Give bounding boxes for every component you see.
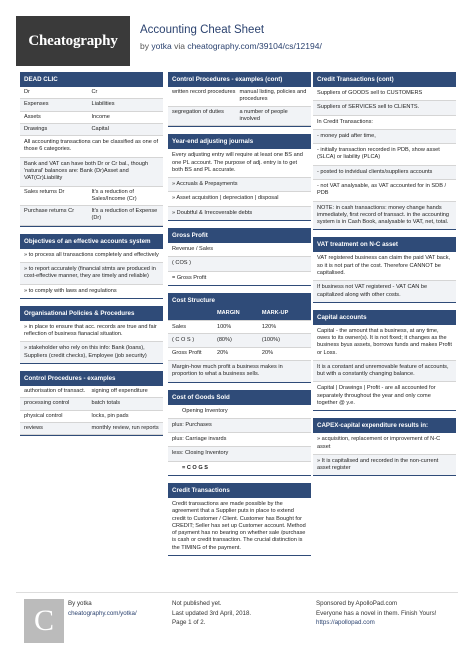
section-title: VAT treatment on N-C asset	[313, 237, 456, 252]
column-2	[168, 72, 311, 563]
list-item: - not VAT analysable, as VAT accounted for in SDB / PDB	[313, 180, 456, 202]
table-cell: It's a reduction of Sales/Income (Cr)	[91, 188, 137, 202]
list-item: » Asset acquisition | depreciation | disposal	[168, 192, 311, 206]
section-title: Cost Structure	[168, 293, 311, 308]
list-item: » Doubtful & Irrecoverable debts	[168, 207, 311, 220]
list-item: less: Closing Inventory	[168, 447, 311, 461]
section-capital-accounts	[313, 310, 456, 412]
section-title: Year-end adjusting journals	[168, 134, 311, 149]
table-cell: written record procedures	[172, 89, 236, 96]
section-title: Objectives of an effective accounts system	[20, 234, 163, 249]
table-cell: (80%)	[216, 336, 232, 343]
page-title: Accounting Cheat Sheet	[140, 24, 265, 36]
table-cell: reviews	[24, 424, 43, 431]
list-item: = Gross Profit	[168, 272, 311, 285]
author-link[interactable]: yotka	[151, 41, 172, 51]
by-label: by	[140, 41, 149, 51]
table-cell: manual listing, policies and procedures	[239, 89, 307, 103]
cheatography-logo[interactable]: Cheatography	[16, 16, 130, 66]
table-cell: Liabilities	[91, 101, 115, 108]
list-item: » to report accurately (financial stmts are produced in cost-effective manner, they are timely and reliable)	[20, 263, 163, 285]
table-cell: (100%)	[261, 336, 280, 343]
list-item: = C O G S	[168, 462, 311, 475]
page-number: Page 1 of 2.	[172, 619, 206, 627]
footer	[16, 592, 458, 660]
section-title: Credit Transactions	[168, 483, 311, 498]
paragraph: Every adjusting entry will require at least one BS and one PL account. The purpose of adj. entry is to get both BS and PL accurate.	[168, 149, 311, 178]
section-vat	[313, 237, 456, 302]
last-updated: Last updated 3rd April, 2018.	[172, 609, 252, 617]
list-item: » stakeholder who rely on this info: Bank (loans), Suppliers (credit checks), Employee (job security)	[20, 342, 163, 363]
list-item: Suppliers of GOODS sell to CUSTOMERS	[313, 87, 456, 101]
footer-by: By yotka	[68, 600, 92, 607]
section-title: Gross Profit	[168, 228, 311, 243]
table-cell: authorisation of transact.	[24, 388, 86, 395]
table-cell: Capital	[91, 125, 109, 132]
table-header: MARGIN	[216, 310, 240, 317]
table-cell: Sales returns Dr	[24, 188, 65, 195]
paragraph: Credit transactions are made possible by the agreement that a Supplier puts in place to extend credit to Customer / Client. Customer has Bought for CREDIT; Seller has set up Customer account. Method of payment has no bearing on whether sale /purchase is cash or credit transaction. The crucial distinction is the TIMING of the payment.	[168, 498, 311, 555]
section-credit-transactions	[168, 483, 311, 556]
table-cell: It's a reduction of Expense (Dr)	[91, 208, 158, 222]
section-dead-clic	[20, 72, 163, 227]
table-cell: Sales	[172, 323, 186, 330]
list-item: ( COS )	[168, 257, 311, 271]
list-item: » acquisition, replacement or improvement of N-C asset	[313, 433, 456, 455]
list-item: » to comply with laws and regulations	[20, 285, 163, 298]
sheet-url-link[interactable]: cheatography.com/39104/cs/12194/	[187, 41, 322, 51]
section-title: Credit Transactions (cont)	[313, 72, 456, 87]
list-item: Capital - the amount that a business, at any time, owes to its owner(s). It is not fixed; it changes as the business byus assets, borrows funds and makes Profit or Loss.	[313, 325, 456, 361]
list-item: Suppliers of SERVICES sell to CLIENTS.	[313, 101, 456, 115]
section-credit-transactions-cont	[313, 72, 456, 230]
section-title: Capital accounts	[313, 310, 456, 325]
list-item: - initially transaction recorded in PDB, show asset (SLCA) or liability (PLCA)	[313, 144, 456, 166]
table-cell: Gross Profit	[172, 350, 202, 357]
section-title: DEAD CLIC	[20, 72, 163, 87]
list-item: In Credit Transactions:	[313, 116, 456, 130]
list-item: VAT registered business can claim the paid VAT back, so it is not part of the cost. Therefore CANNOT be capitalised.	[313, 252, 456, 281]
section-title: Cost of Goods Sold	[168, 390, 311, 405]
list-item: - money paid after time,	[313, 130, 456, 144]
sponsor-link[interactable]: https://apollopad.com	[316, 619, 375, 627]
table-cell: segregation of duties	[172, 108, 224, 115]
section-title: CAPEX-capital expenditure results in:	[313, 418, 456, 433]
table-cell: 20%	[261, 350, 274, 357]
section-control-procedures	[20, 371, 163, 436]
table-header: MARK-UP	[261, 310, 289, 317]
table-cell: 100%	[216, 323, 232, 330]
table-cell: Assets	[24, 113, 41, 120]
section-year-end	[168, 134, 311, 221]
table-cell: Income	[91, 113, 110, 120]
list-item: Capital | Drawings | Profit - are all accounted for separately throughout the year and only come together @ y.e.	[313, 382, 456, 410]
sponsor-tagline: Everyone has a novel in them. Finish Yours!	[316, 609, 437, 617]
cheatography-c-logo-icon: C	[24, 599, 64, 643]
section-title: Organisational Policies & Procedures	[20, 306, 163, 321]
table-cell: processing control	[24, 400, 70, 407]
table-cell: batch totals	[91, 400, 121, 407]
note-text: All accounting transactions can be classified as one of those 6 categories.	[20, 136, 163, 158]
note-text: NOTE: in cash transactions: money change hands immediately, first record of transact. in the accounting system is in Cash Book, analysable to VAT, net, total.	[313, 202, 456, 230]
column-1	[20, 72, 163, 443]
table-cell: Dr	[24, 89, 30, 96]
table-cell: signing off expenditure	[91, 388, 148, 395]
table-header	[172, 310, 217, 317]
list-item: » It is capitalised and recorded in the non-current asset register	[313, 455, 456, 476]
section-control-procedures-cont	[168, 72, 311, 127]
table-cell: ( C O S )	[172, 336, 195, 343]
list-item: Revenue / Sales	[168, 243, 311, 257]
list-item: plus: Purchases	[168, 419, 311, 433]
footer-author-link[interactable]: cheatography.com/yotka/	[68, 609, 137, 617]
via-label: via	[174, 41, 185, 51]
section-policies	[20, 306, 163, 364]
footer-status	[172, 599, 251, 628]
byline	[140, 41, 322, 51]
table-cell: monthly review, run reports	[91, 424, 159, 431]
section-cost-structure	[168, 293, 311, 383]
section-cogs	[168, 390, 311, 476]
published-status: Not published yet.	[172, 600, 222, 607]
table-cell: Drawings	[24, 125, 48, 132]
footer-sponsor	[316, 599, 436, 628]
section-title: Control Procedures - examples	[20, 371, 163, 386]
table-cell: locks, pin pads	[91, 412, 129, 419]
list-item: It is a constant and unremovable feature of accounts, but with a constantly changing balance.	[313, 361, 456, 383]
header	[16, 16, 458, 66]
table-cell: Purchase returns Cr	[24, 208, 75, 215]
list-item: Opening Inventory	[168, 405, 311, 419]
table-cell: Expenses	[24, 101, 49, 108]
sponsor-text: Sponsored by ApolloPad.com	[316, 600, 398, 607]
note-text: Bank and VAT can have both Dr or Cr bal., though 'natural' balances are: Bank (Dr)Asset and VAT(Cr)Liability	[20, 158, 163, 187]
section-gross-profit	[168, 228, 311, 286]
list-item: plus: Carriage invards	[168, 433, 311, 447]
list-item: » to process all transactions completely and effectively	[20, 249, 163, 263]
table-cell: Cr	[91, 89, 98, 96]
note-text: Margin-how much profit a business makes in proportion to what a business sells.	[168, 361, 311, 382]
table-cell: 120%	[261, 323, 277, 330]
table-cell: a number of people involved	[239, 108, 288, 122]
section-title: Control Procedures - examples (cont)	[168, 72, 311, 87]
table-cell: 20%	[216, 350, 229, 357]
list-item: » in place to ensure that acc. records are true and fair reflection of business fianacial situation.	[20, 321, 163, 343]
section-objectives	[20, 234, 163, 299]
section-capex	[313, 418, 456, 476]
footer-author	[68, 599, 137, 618]
list-item: » Accruals & Prepayments	[168, 178, 311, 192]
column-3	[313, 72, 456, 483]
table-cell: physical control	[24, 412, 63, 419]
list-item: - posted to indvidual clients/suppliers accounts	[313, 166, 456, 180]
list-item: If business not VAT registered - VAT CAN be capitalized along with other costs.	[313, 281, 456, 302]
